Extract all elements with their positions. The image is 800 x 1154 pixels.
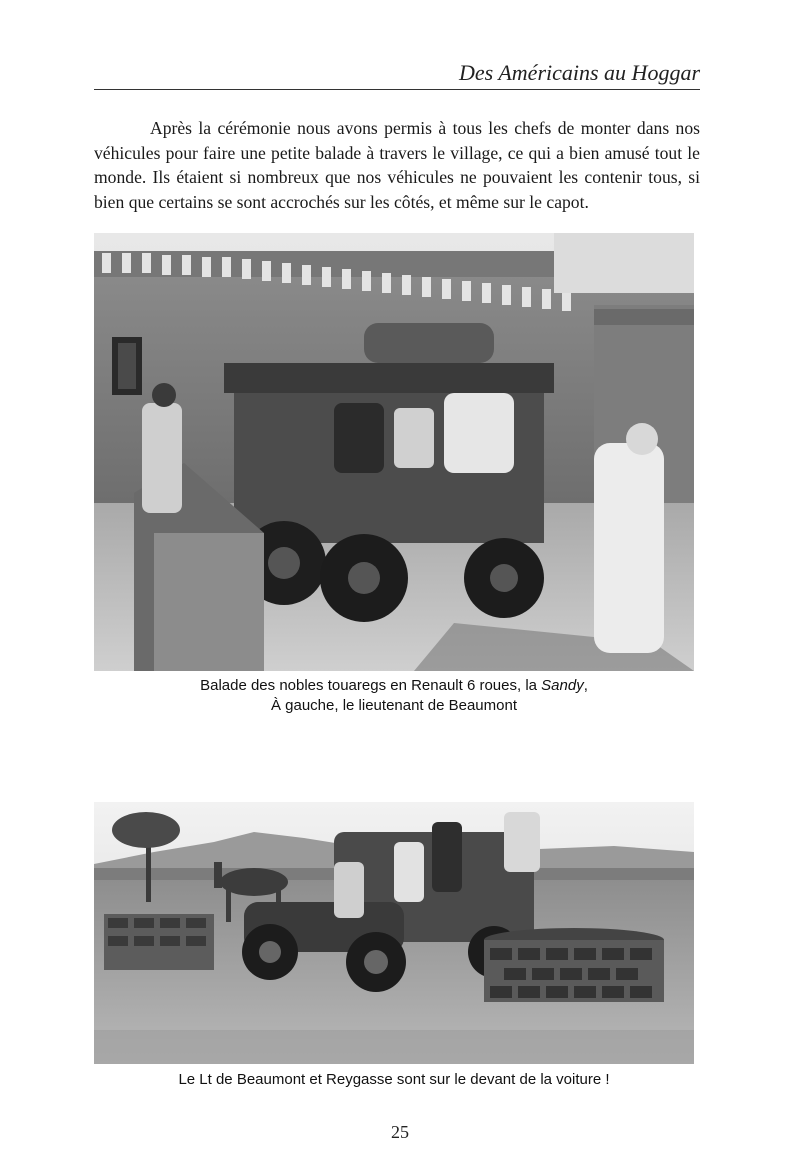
caption-photo-1-vehicle-name: Sandy: [541, 677, 584, 694]
body-paragraph: [94, 116, 700, 214]
caption-photo-2: Le Lt de Beaumont et Reygasse sont sur le devant de la voiture !: [178, 1071, 610, 1088]
body-paragraph-text: Après la cérémonie nous avons permis à tous les chefs de monter dans nos véhicules pour faire une petite balade à travers le village, ce qui a bien amusé tout le monde. Ils étaient si nombreux que nos véhicules ne pouvaient les contenir tous, si bien que certains se sont accrochés sur les côtés, et même sur le capot.: [94, 118, 700, 212]
running-header: Des Américains au Hoggar: [459, 60, 700, 85]
photo-truck-at-well-image: [94, 802, 694, 1064]
caption-photo-1-line-1: [94, 676, 694, 696]
header-rule: [94, 89, 700, 90]
photo-truck-at-fort-image: [94, 233, 694, 671]
caption-photo-1-line-2: À gauche, le lieutenant de Beaumont: [270, 697, 517, 714]
caption-photo-1-prefix: Balade des nobles touaregs en Renault 6 roues, la: [200, 677, 542, 694]
photo-truck-at-well: [94, 802, 694, 1064]
caption-photo-1: [94, 676, 694, 716]
caption-photo-1-suffix: ,: [583, 677, 588, 694]
photo-truck-at-fort: [94, 233, 694, 671]
page-number: 25: [391, 1122, 409, 1142]
